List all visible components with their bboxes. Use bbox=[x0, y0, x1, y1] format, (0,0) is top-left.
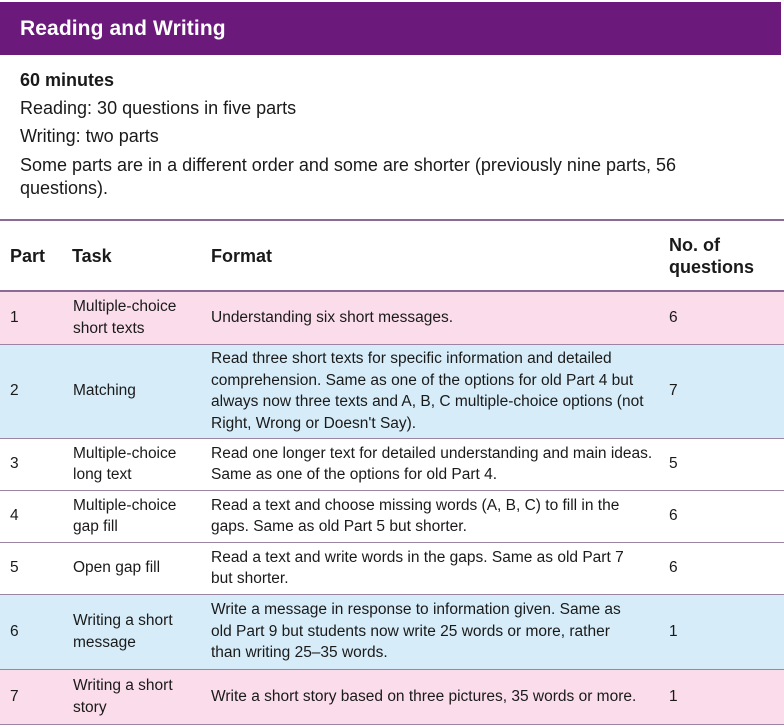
row-num: 5 bbox=[669, 455, 678, 473]
table-row bbox=[0, 291, 784, 344]
row-task bbox=[62, 594, 201, 669]
row-num: 7 bbox=[669, 382, 678, 400]
section-title: Reading and Writing bbox=[20, 16, 226, 40]
row-part: 1 bbox=[10, 309, 19, 326]
table-header bbox=[0, 220, 784, 291]
header-format: Format bbox=[211, 245, 273, 266]
row-format-text: Read a text and choose missing words (A, B, C) to fill in the gaps. Same as old Part 5 but shorter. bbox=[211, 496, 620, 535]
row-part: 4 bbox=[10, 507, 19, 525]
header-num-questions bbox=[659, 220, 784, 291]
parts-table-wrapper bbox=[0, 219, 784, 725]
table-row bbox=[0, 438, 784, 490]
row-format bbox=[201, 438, 659, 490]
row-num: 1 bbox=[669, 687, 678, 705]
row-task bbox=[62, 542, 201, 594]
table-row bbox=[0, 669, 784, 724]
row-format bbox=[201, 490, 659, 542]
row-num: 6 bbox=[669, 309, 678, 326]
row-task bbox=[62, 344, 201, 438]
row-part: 7 bbox=[10, 687, 19, 705]
row-task bbox=[62, 291, 201, 344]
table-row bbox=[0, 490, 784, 542]
header-num-text: No. of questions bbox=[669, 234, 755, 277]
row-part: 5 bbox=[10, 559, 19, 577]
row-num: 1 bbox=[669, 622, 678, 640]
reading-summary: Reading: 30 questions in five parts bbox=[20, 98, 297, 118]
table-row bbox=[0, 344, 784, 438]
row-task bbox=[62, 669, 201, 724]
header-part: Part bbox=[10, 245, 46, 266]
row-part: 2 bbox=[10, 382, 19, 400]
table-row bbox=[0, 542, 784, 594]
row-part: 6 bbox=[10, 622, 19, 640]
row-task-text: Multiple-choice short texts bbox=[73, 298, 177, 337]
header-row bbox=[0, 220, 784, 291]
row-format bbox=[201, 344, 659, 438]
row-format: Understanding six short messages. bbox=[211, 309, 454, 326]
row-format bbox=[201, 542, 659, 594]
change-note: Some parts are in a different order and some are shorter (previously nine parts, 56 questions). bbox=[20, 155, 677, 198]
row-format-text: Read three short texts for specific information and detailed comprehension. Same as one of the options for old Part 4 but always now three texts and A, B, C multiple-choice options (not Right, Wrong or Doesn't Say). bbox=[211, 350, 644, 432]
header-task: Task bbox=[72, 245, 112, 266]
writing-summary: Writing: two parts bbox=[20, 126, 159, 146]
row-task-text: Writing a short story bbox=[73, 677, 173, 716]
row-format-text: Write a message in response to information given. Same as old Part 9 but students now write 25 words or more, rather than writing 25–35 words. bbox=[211, 601, 621, 662]
table-row bbox=[0, 594, 784, 669]
row-task-text: Open gap fill bbox=[73, 559, 161, 577]
row-num: 6 bbox=[669, 507, 678, 525]
row-task-text: Writing a short message bbox=[73, 612, 173, 651]
table-body bbox=[0, 291, 784, 724]
row-num: 6 bbox=[669, 559, 678, 577]
row-task-text: Matching bbox=[73, 382, 136, 400]
row-format-text: Read a text and write words in the gaps. Same as old Part 7 but shorter. bbox=[211, 548, 624, 587]
parts-table bbox=[0, 219, 784, 725]
row-task-text: Multiple-choice gap fill bbox=[73, 496, 177, 535]
row-format: Write a short story based on three pictures, 35 words or more. bbox=[211, 687, 637, 705]
row-part: 3 bbox=[10, 455, 19, 473]
section-header bbox=[0, 2, 781, 55]
row-format-text: Read one longer text for detailed understanding and main ideas. Same as one of the options for old Part 4. bbox=[211, 444, 653, 483]
row-format bbox=[201, 594, 659, 669]
intro-block bbox=[20, 68, 720, 200]
row-task-text: Multiple-choice long text bbox=[73, 444, 177, 483]
row-task bbox=[62, 490, 201, 542]
duration-text: 60 minutes bbox=[20, 70, 115, 90]
row-task bbox=[62, 438, 201, 490]
